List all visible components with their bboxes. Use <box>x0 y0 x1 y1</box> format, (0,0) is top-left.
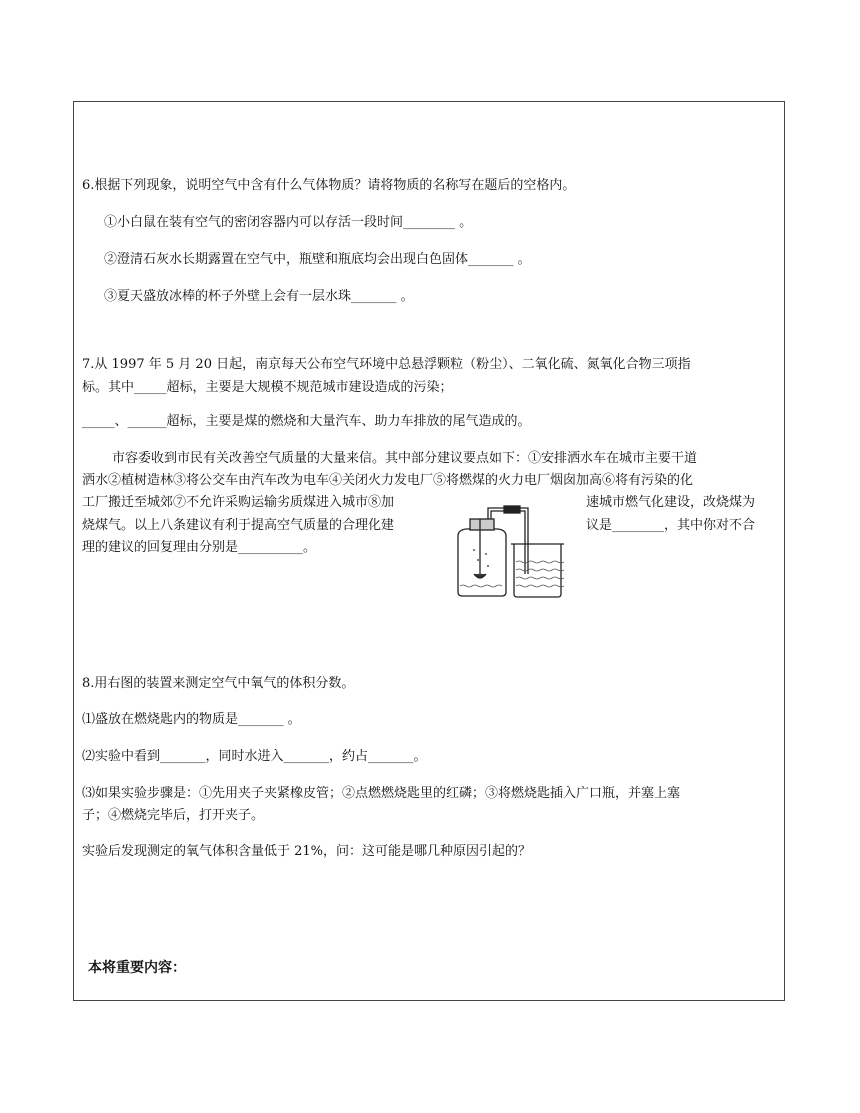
summary-label: 本将重要内容： <box>88 960 186 976</box>
q6-item-3: ③夏天盛放冰棒的杯子外壁上会有一层水珠_______ 。 <box>104 289 414 304</box>
q7-para-line-3-right: 速城市燃气化建设，改烧煤为 <box>586 495 756 510</box>
q7-para-line-4-right: 议是________，其中你对不合 <box>586 518 756 533</box>
q7-line-3: _____、______超标，主要是煤的燃烧和大量汽车、助力车排放的尾气造成的。 <box>82 414 531 429</box>
q7-para-line-4-left: 烧煤气。以上八条建议有利于提高空气质量的合理化建 <box>82 518 395 533</box>
q7-para-line-3-left: 工厂搬迁至城郊⑦不允许采购运输劣质煤进入城市⑧加 <box>82 495 395 510</box>
q6-item-2: ②澄清石灰水长期露置在空气中，瓶壁和瓶底均会出现白色固体_______ 。 <box>104 252 531 267</box>
oxygen-apparatus-figure <box>448 502 574 600</box>
q8-sub-3-line-2: 子；④燃烧完毕后，打开夹子。 <box>82 808 265 823</box>
q7-para-line-2: 洒水②植树造林③将公交车由汽车改为电车④关闭火力发电厂⑤将燃煤的火力电厂烟囱加高⑥将有污染的化 <box>82 473 694 488</box>
q8-question: 实验后发现测定的氧气体积含量低于 21%，问：这可能是哪几种原因引起的？ <box>82 844 532 859</box>
q7-para-line-1: 市容委收到市民有关改善空气质量的大量来信。其中部分建议要点如下：①安排洒水车在城市主要干道 <box>112 451 698 466</box>
q7-line-2: 标。其中_____超标，主要是大规模不规范城市建设造成的污染； <box>82 380 453 395</box>
q8-sub-3-line-1: ⑶如果实验步骤是：①先用夹子夹紧橡皮管；②点燃燃烧匙里的红磷；③将燃烧匙插入广口瓶，并塞上塞 <box>82 786 681 801</box>
q6-title: 6.根据下列现象，说明空气中含有什么气体物质？请将物质的名称写在题后的空格内。 <box>82 178 576 193</box>
q6-item-1: ①小白鼠在装有空气的密闭容器内可以存活一段时间________ 。 <box>104 215 473 230</box>
q8-sub-1: ⑴盛放在燃烧匙内的物质是_______ 。 <box>82 712 301 727</box>
q8-title: 8.用右图的装置来测定空气中氧气的体积分数。 <box>82 676 355 691</box>
q7-line-1: 7.从 1997 年 5 月 20 日起，南京每天公布空气环境中总悬浮颗粒（粉尘）、二氧化硫、氮氧化合物三项指 <box>82 357 691 372</box>
q8-sub-2: ⑵实验中看到_______，同时水进入_______，约占_______。 <box>82 749 427 764</box>
q7-para-line-5: 理的建议的回复理由分别是__________。 <box>82 540 317 555</box>
